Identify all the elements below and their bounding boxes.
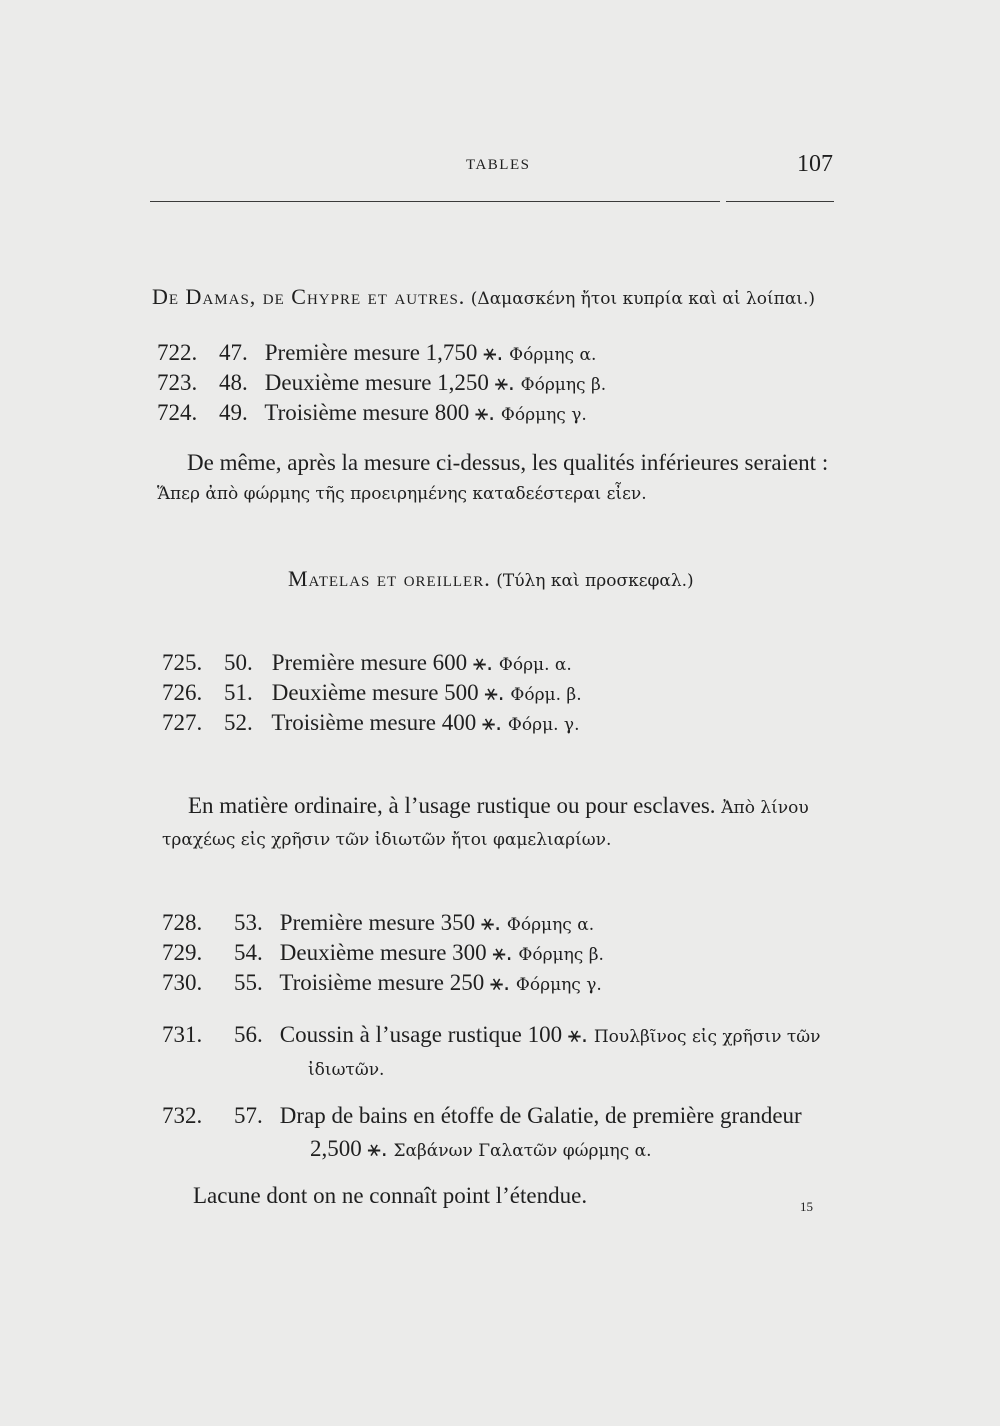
header-rule-right [726,201,834,202]
list-item [162,910,594,936]
page-number: 107 [797,151,833,177]
item-subnumber: 52. [224,710,253,735]
intro-gr-first: Ἀπὸ λίνου [721,798,809,818]
asterisk-sign: ⚹. [472,651,494,676]
list-item [162,940,604,966]
item-greek: Φόρμ. α. [498,655,572,675]
list-item [162,1022,820,1048]
list-item [162,650,572,676]
item-subnumber: 51. [224,680,253,705]
section-heading-damas [152,284,815,310]
item-text: Première mesure 600 [271,650,468,675]
list-item-continuation [310,1136,652,1162]
asterisk-sign: ⚹. [481,711,503,736]
item-number: 725. [162,650,203,675]
note-gr: Ἅπερ ἀπὸ φώρμης τῆς προειρημένης καταδεέστεραι εἶεν. [157,484,647,504]
item-number: 727. [162,710,203,735]
item-subnumber: 48. [219,370,248,395]
asterisk-sign: ⚹. [483,341,504,366]
item-subnumber: 49. [219,400,248,425]
item-greek: Φόρμης γ. [515,975,602,995]
item-text: Deuxième mesure 300 [279,940,487,965]
item-text: Troisième mesure 800 [264,400,470,425]
item-greek: Φόρμης α. [509,345,597,365]
item-greek: Σαβάνων Γαλατῶν φώρμης α. [393,1141,652,1161]
intro-fr: En matière ordinaire, à l’usage rustique ou pour esclaves. [188,793,716,818]
item-greek: Φόρμ. γ. [507,715,580,735]
item-number: 729. [162,940,203,965]
asterisk-sign: ⚹. [484,681,505,706]
section-intro [188,793,809,819]
section-heading-gr: (Δαμασκένη ἤτοι κυπρία καὶ αἱ λοίπαι.) [470,289,815,309]
list-item [157,400,587,426]
item-text: Deuxième mesure 500 [271,680,479,705]
item-number: 726. [162,680,203,705]
item-subnumber: 53. [234,910,263,935]
item-text: Coussin à l’usage rustique 100 [279,1022,563,1047]
item-greek: Φόρμης γ. [500,405,587,425]
item-number: 723. [157,370,198,395]
list-item [157,340,596,366]
item-greek-continuation: ἰδιωτῶν. [308,1060,385,1080]
item-greek: Φόρμης α. [506,915,595,935]
item-text: Drap de bains en étoffe de Galatie, de première grandeur [279,1103,802,1128]
item-subnumber: 47. [219,340,248,365]
item-subnumber: 56. [234,1022,263,1047]
asterisk-sign: ⚹. [480,911,502,936]
list-item [162,970,602,996]
asterisk-sign: ⚹. [494,371,515,396]
item-number: 722. [157,340,198,365]
asterisk-sign: ⚹. [489,971,511,996]
section-heading-matelas [288,566,694,592]
item-text-continuation: 2,500 [310,1136,362,1161]
note-fr: De même, après la mesure ci-dessus, les qualités inférieures seraient : [187,450,829,475]
item-text: Troisième mesure 400 [271,710,477,735]
list-item [162,1103,802,1129]
asterisk-sign: ⚹. [367,1137,388,1162]
item-number: 728. [162,910,203,935]
section-heading-fr: Matelas et oreiller. [288,566,491,591]
item-text: Troisième mesure 250 [279,970,485,995]
item-greek: Πουλβῖνος εἰς χρῆσιν τῶν [593,1027,821,1047]
asterisk-sign: ⚹. [474,401,496,426]
item-text: Première mesure 1,750 [264,340,478,365]
item-number: 731. [162,1022,203,1047]
item-subnumber: 54. [234,940,263,965]
list-item [157,370,606,396]
section-heading-gr: (Τύλη καὶ προσκεφαλ.) [496,571,694,591]
item-text: Première mesure 350 [279,910,476,935]
item-number: 730. [162,970,203,995]
item-greek: Φόρμ. β. [510,685,582,705]
item-number: 732. [162,1103,203,1128]
item-text: Deuxième mesure 1,250 [264,370,489,395]
item-number: 724. [157,400,198,425]
signature-mark: 15 [800,1199,813,1214]
item-subnumber: 55. [234,970,263,995]
item-greek: Φόρμης β. [518,945,604,965]
asterisk-sign: ⚹. [492,941,513,966]
item-greek: Φόρμης β. [520,375,607,395]
header-rule-left [150,201,720,202]
list-item [162,680,582,706]
asterisk-sign: ⚹. [567,1023,589,1048]
running-title: TABLES [466,157,531,173]
item-subnumber: 57. [234,1103,263,1128]
item-subnumber: 50. [224,650,253,675]
section-heading-fr: De Damas, de Chypre et autres. [152,284,466,309]
list-item [162,710,580,736]
footer-note: Lacune dont on ne connaît point l’étendue. [193,1183,588,1208]
intro-gr-second: τραχέως εἰς χρῆσιν τῶν ἰδιωτῶν ἤτοι φαμελιαρίων. [162,830,612,850]
